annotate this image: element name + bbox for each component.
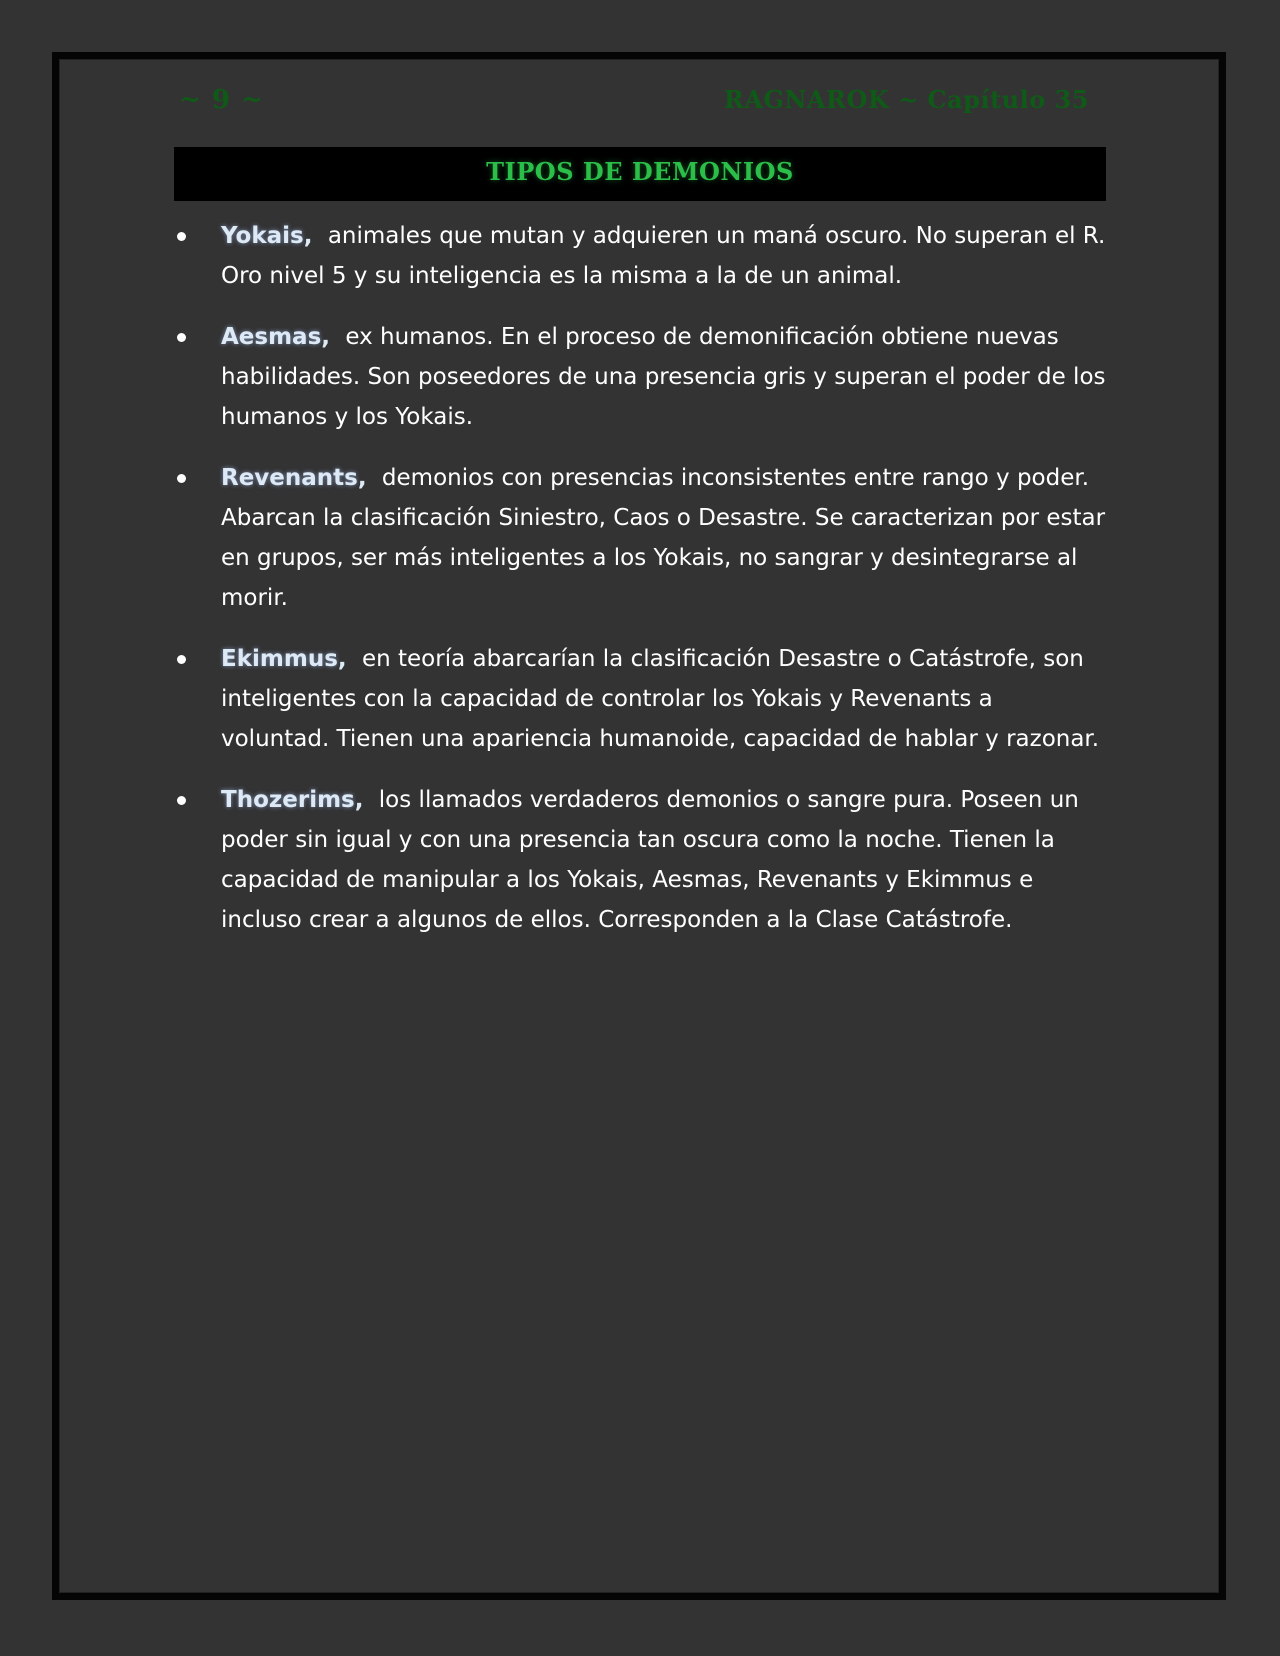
demon-description: los llamados verdaderos demonios o sangre pura. Poseen un poder sin igual y con una presencia tan oscura como la noche. Tienen la capacidad de manipular a los Yokais, Aesmas, Revenants y Ekimmus e incluso crear a algunos de ellos. Corresponden a la Clase Catástrofe. <box>221 787 1079 933</box>
demon-term: Revenants <box>221 465 358 491</box>
running-title: RAGNAROK ~ Capítulo 35 <box>723 85 1089 114</box>
section-title-bar <box>174 147 1106 201</box>
demon-types-list <box>174 216 1106 961</box>
demon-term: Aesmas <box>221 324 322 350</box>
term-separator: , <box>337 646 347 672</box>
demon-description: animales que mutan y adquieren un maná oscuro. No superan el R. Oro nivel 5 y su inteligencia es la misma a la de un animal. <box>221 223 1106 289</box>
demon-description: ex humanos. En el proceso de demonificación obtiene nuevas habilidades. Son poseedores de una presencia gris y superan el poder de los humanos y los Yokais. <box>221 324 1106 430</box>
bullet-icon <box>177 474 186 483</box>
section-title: TIPOS DE DEMONIOS <box>486 157 794 186</box>
demon-term: Thozerims <box>221 787 355 813</box>
page <box>52 52 1226 1600</box>
term-separator: , <box>357 465 367 491</box>
page-header <box>179 85 1089 125</box>
page-number: ~ 9 ~ <box>179 85 264 115</box>
bullet-icon <box>177 796 186 805</box>
list-item <box>174 216 1106 296</box>
term-separator: , <box>354 787 364 813</box>
list-item <box>174 458 1106 618</box>
bullet-icon <box>177 333 186 342</box>
demon-description: demonios con presencias inconsistentes entre rango y poder. Abarcan la clasificación Siniestro, Caos o Desastre. Se caracterizan por estar en grupos, ser más inteligentes a los Yokais, no sangrar y desintegrarse al morir. <box>221 465 1106 611</box>
list-item <box>174 317 1106 437</box>
demon-description: en teoría abarcarían la clasificación Desastre o Catástrofe, son inteligentes con la capacidad de controlar los Yokais y Revenants a voluntad. Tienen una apariencia humanoide, capacidad de hablar y razonar. <box>221 646 1100 752</box>
term-separator: , <box>303 223 313 249</box>
list-item <box>174 780 1106 940</box>
bullet-icon <box>177 232 186 241</box>
bullet-icon <box>177 655 186 664</box>
demon-term: Yokais <box>221 223 304 249</box>
list-item <box>174 639 1106 759</box>
term-separator: , <box>321 324 331 350</box>
demon-term: Ekimmus <box>221 646 338 672</box>
